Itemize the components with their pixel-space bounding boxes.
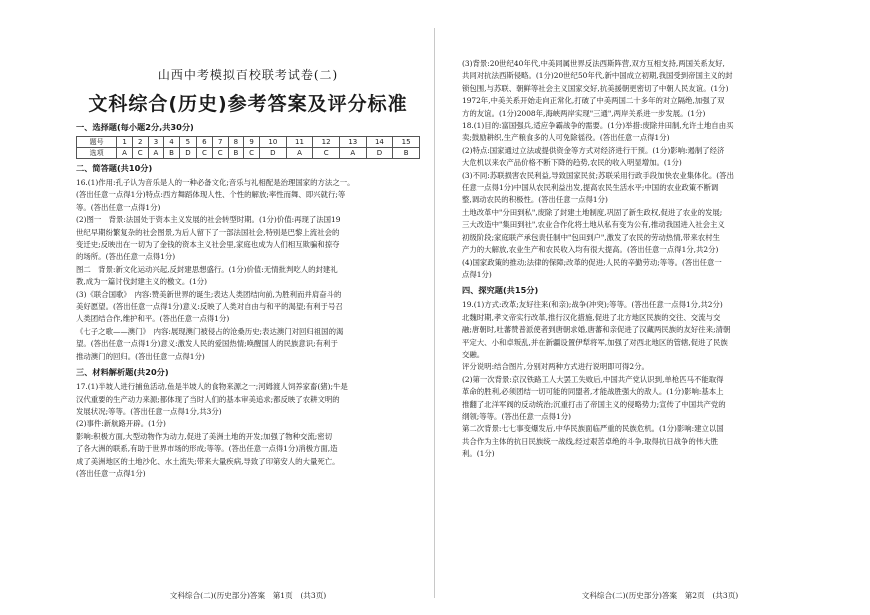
right-page-footer: 文科综合(二)(历史部分)答案 第2页 (共3页) <box>581 591 739 600</box>
answer-table-cell: C <box>132 148 148 159</box>
answer-table-cell: 13 <box>339 137 366 148</box>
answer-text-line: 交融。 <box>462 349 485 359</box>
answer-text-line: 图二 背景:新文化运动兴起,反封建思想盛行。(1分)价值:无情批判吃人的封建礼 <box>76 264 338 274</box>
answer-table-cell: C <box>313 148 340 159</box>
answer-table-cell: C <box>244 148 260 159</box>
answer-text-line: 望。(答出任意一点得1分)意义:激发人民的爱国热情;唤醒国人的民族意识;有利于 <box>76 339 338 349</box>
answer-table-cell: 14 <box>366 137 393 148</box>
answer-text-line: (2)事件:新航路开辟。(1分) <box>76 419 166 429</box>
answer-text-line: 17.(1)半坡人进行捕鱼活动,鱼是半坡人的食物来源之一;河姆渡人饲养家畜(猪);牛是 <box>76 382 348 392</box>
answer-text-line: 任意一点得1分)中国从农民利益出发,提高农民生活水平;中国的农业政策不断调 <box>462 183 719 193</box>
left-page-footer: 文科综合(二)(历史部分)答案 第1页 (共3页) <box>169 591 327 600</box>
section-material-heading: 三、材料解析题(共20分) <box>76 367 169 378</box>
answer-text-line: 16.(1)作用:孔子认为音乐是人的一种必备文化;音乐与礼相配是治理国家的方法之一。 <box>76 178 355 187</box>
page-divider <box>434 28 435 598</box>
answer-table-cell: 3 <box>148 137 164 148</box>
answer-table <box>76 136 420 159</box>
answer-table-cell: C <box>196 148 212 159</box>
question-16-block <box>76 177 420 363</box>
answer-table-cell: A <box>148 148 164 159</box>
answer-text-line: (3)《联合国歌》 内容:赞美新世界的诞生;表达人类团结向前,为胜利而并肩奋斗的 <box>76 289 342 299</box>
answer-text-line: 方的友谊。(1分)2008年,海峡两岸实现"三通",两岸关系进一步发展。(1分) <box>462 108 706 118</box>
right-page <box>436 0 870 615</box>
answer-text-line: (答出任意一点得1分) <box>76 468 146 478</box>
answer-text-line: 等。(答出任意一点得1分) <box>76 202 161 212</box>
answer-table-cell: B <box>228 148 244 159</box>
answer-text-line: (3)不同:苏联损害农民利益,导致国家民贫;苏联采用行政手段加快农业集体化。(答出 <box>462 170 734 180</box>
answer-text-line: 发展状况;等等。(答出任意一点得1分,共3分) <box>76 406 222 416</box>
answer-text-line: 影响:积极方面,大型动物作为动力,促进了美洲土地的开发;加强了物种交流;密切 <box>76 431 333 441</box>
section-explore-heading: 四、探究题(共15分) <box>462 285 539 296</box>
question-18-block <box>462 120 858 281</box>
exam-subtitle: 文科综合(历史)参考答案及评分标准 <box>88 93 408 115</box>
answer-table-cell: 15 <box>393 137 420 148</box>
answer-table-cell: D <box>179 148 196 159</box>
answer-text-line: 人类团结合作,维护和平。(答出任意一点得1分) <box>76 314 230 324</box>
answer-table-cell: 5 <box>179 137 196 148</box>
answer-text-line: 大危机以来农产品价格不断下降的趋势,农民的收入明显增加。(1分) <box>462 158 682 168</box>
answer-text-line: (答出任意一点得1分)特点:西方舞蹈体现人性、个性的解放;率性而舞、即兴就行;等 <box>76 190 346 200</box>
answer-text-line: 推翻了北洋军阀的反动统治;沉重打击了帝国主义的侵略势力;宣传了中国共产党的 <box>462 399 726 409</box>
answer-text-line: 美好愿望。(答出任意一点得1分)意义:反映了人类对自由与和平的渴望;有利于号召 <box>76 302 343 312</box>
answer-text-line: 北魏时期,孝文帝实行改革,推行汉化措施,促进了北方地区民族的交往、交流与交 <box>462 312 721 322</box>
answer-table-cell: D <box>366 148 393 159</box>
answer-text-line: 1972年,中美关系开始走向正常化,打破了中美两国二十多年的对立隔绝,加强了双 <box>462 96 725 106</box>
answer-text-line: (2)第一次背景:京汉铁路工人大罢工失败后,中国共产党认识到,单枪匹马不能取得 <box>462 374 724 384</box>
answer-table-cell: A <box>339 148 366 159</box>
answer-table-cell: 9 <box>244 137 260 148</box>
question-19-block <box>462 299 858 460</box>
answer-text-line: 整,调动农民的积极性。(答出任意一点得1分) <box>462 195 608 205</box>
answer-table-cell: C <box>212 148 228 159</box>
answer-table-cell: A <box>286 148 313 159</box>
section-short-heading: 二、简答题(共10分) <box>76 163 153 173</box>
answer-text-line: 变迁史;反映出在一切为了金钱的资本主义社会里,家庭也成为人们相互欺骗和掠夺 <box>76 240 340 250</box>
answer-text-line: 18.(1)目的:富国强兵,适应争霸战争的需要。(1分)举措:废除井田制,允许土地自由买 <box>462 121 734 131</box>
answer-text-line: 革命的胜利,必须团结一切可能的同盟者,才能战胜强大的敌人。(1分)影响:基本上 <box>462 387 724 397</box>
answer-text-line: (2)图一 背景:法国处于资本主义发展的社会转型时期。(1分)价值:再现了法国19 <box>76 215 341 225</box>
answer-text-line: 点得1分) <box>462 269 492 279</box>
answer-text-line: 19.(1)方式:改革;友好往来(和亲);战争(冲突);等等。(答出任意一点得1分,共2分) <box>462 300 723 310</box>
answer-text-line: 三大改造中"集田到社",农业合作化将土地从私有变为公有,推动我国进入社会主义 <box>462 220 725 230</box>
answer-text-line: 纲领;等等。(答出任意一点得1分) <box>462 411 572 421</box>
answer-text-line: 共同对抗法西斯侵略。(1分)20世纪50年代,新中国成立初期,我国受到帝国主义的封 <box>462 71 733 81</box>
answer-text-line: 《七子之歌——澳门》 内容:展现澳门被侵占的沧桑历史;表达澳门对回归祖国的渴 <box>76 326 344 336</box>
answer-table-header-cell: 选项 <box>77 148 117 159</box>
answer-table-cell: 2 <box>132 137 148 148</box>
answer-table-cell: 6 <box>196 137 212 148</box>
answer-text-line: 卖;鼓励耕织,生产粮食多的人可免除徭役。(答出任意一点得1分) <box>462 133 670 143</box>
answer-text-line: 共合作为主体的抗日民族统一战线,经过艰苦卓绝的斗争,取得抗日战争的伟大胜 <box>462 436 718 446</box>
answer-text-line: 的场所。(答出任意一点得1分) <box>76 252 176 262</box>
answer-table-row-options <box>77 148 420 159</box>
answer-text-line: 世纪早期纷繁复杂的社会图景,为后人留下了一部法国社会,特别是巴黎上流社会的 <box>76 227 340 237</box>
answer-table-cell: 7 <box>212 137 228 148</box>
answer-text-line: (3)背景:20世纪40年代,中美同属世界反法西斯阵营,双方互相支持,两国关系友好, <box>462 59 725 68</box>
answer-text-line: 利。(1分) <box>462 449 495 459</box>
answer-table-cell: 1 <box>117 137 133 148</box>
answer-table-header-cell: 题号 <box>77 137 117 148</box>
answer-text-line: 初级阶段;家庭联产承包责任制中"包田到户",激发了农民的劳动热情,带来农村生 <box>462 232 720 242</box>
answer-text-line: 锁包围,与苏联、朝鲜等社会主义国家交好,抗美援朝更密切了中朝人民友谊。(1分) <box>462 83 729 93</box>
answer-text-line: 教,成为一篇讨伐封建主义的檄文。(1分) <box>76 277 208 287</box>
answer-text-line: 推动澳门的回归。(答出任意一点得1分) <box>76 351 205 361</box>
section-choice-heading: 一、选择题(每小题2分,共30分) <box>76 122 194 132</box>
exam-title: 山西中考模拟百校联考试卷(二) <box>157 68 339 82</box>
answer-text-line: 成了美洲地区的土地沙化、水土流失;带来大量疾病,导致了印第安人的大量死亡。 <box>76 456 340 466</box>
answer-table-cell: A <box>117 148 133 159</box>
answer-text-line: 汉代重要的生产动力来源;都体现了当时人们的基本审美追求;都反映了农耕文明的 <box>76 394 340 404</box>
answer-table-cell: 12 <box>313 137 340 148</box>
answer-table-cell: 10 <box>260 137 287 148</box>
answer-table-cell: D <box>260 148 287 159</box>
answer-text-line: 土地改革中"分田到私",废除了封建土地制度,巩固了新生政权,促进了农业的发展; <box>462 207 723 217</box>
left-page <box>0 0 434 615</box>
answer-table-row-numbers <box>77 137 420 148</box>
question-17-block <box>76 381 420 480</box>
answer-table-cell: 11 <box>286 137 313 148</box>
answer-text-line: 融;唐朝时,吐蕃赞普派使者到唐朝求婚,唐蕃和亲促进了汉藏两民族的友好往来;清朝 <box>462 325 731 335</box>
answer-text-line: 第二次背景:七七事变爆发后,中华民族面临严重的民族危机。(1分)影响:建立以国 <box>462 424 724 434</box>
answer-table-cell: B <box>164 148 180 159</box>
answer-text-line: 了各大洲的联系,有助于世界市场的形成;等等。(答出任意一点得1分)消极方面,造 <box>76 444 338 454</box>
answer-table-cell: 8 <box>228 137 244 148</box>
question-17-3-block <box>462 58 858 120</box>
answer-text-line: 评分说明:结合图片,分别对两种方式进行说明即可得2分。 <box>462 362 649 372</box>
answer-text-line: (2)特点:国家通过立法或提供资金等方式对经济进行干预。(1分)影响:遏制了经济 <box>462 145 725 155</box>
answer-text-line: 产力的大解放,农业生产和农民收入均有很大提高。(答出任意一点得1分,共2分) <box>462 245 719 255</box>
answer-text-line: 平定大、小和卓叛乱,并在新疆设置伊犁将军,加强了对西北地区的管辖,促进了民族 <box>462 337 728 347</box>
answer-text-line: (4)国家政策的推动;法律的保障;改革的促进;人民的辛勤劳动;等等。(答出任意一 <box>462 257 722 267</box>
answer-table-cell: 4 <box>164 137 180 148</box>
answer-table-cell: B <box>393 148 420 159</box>
